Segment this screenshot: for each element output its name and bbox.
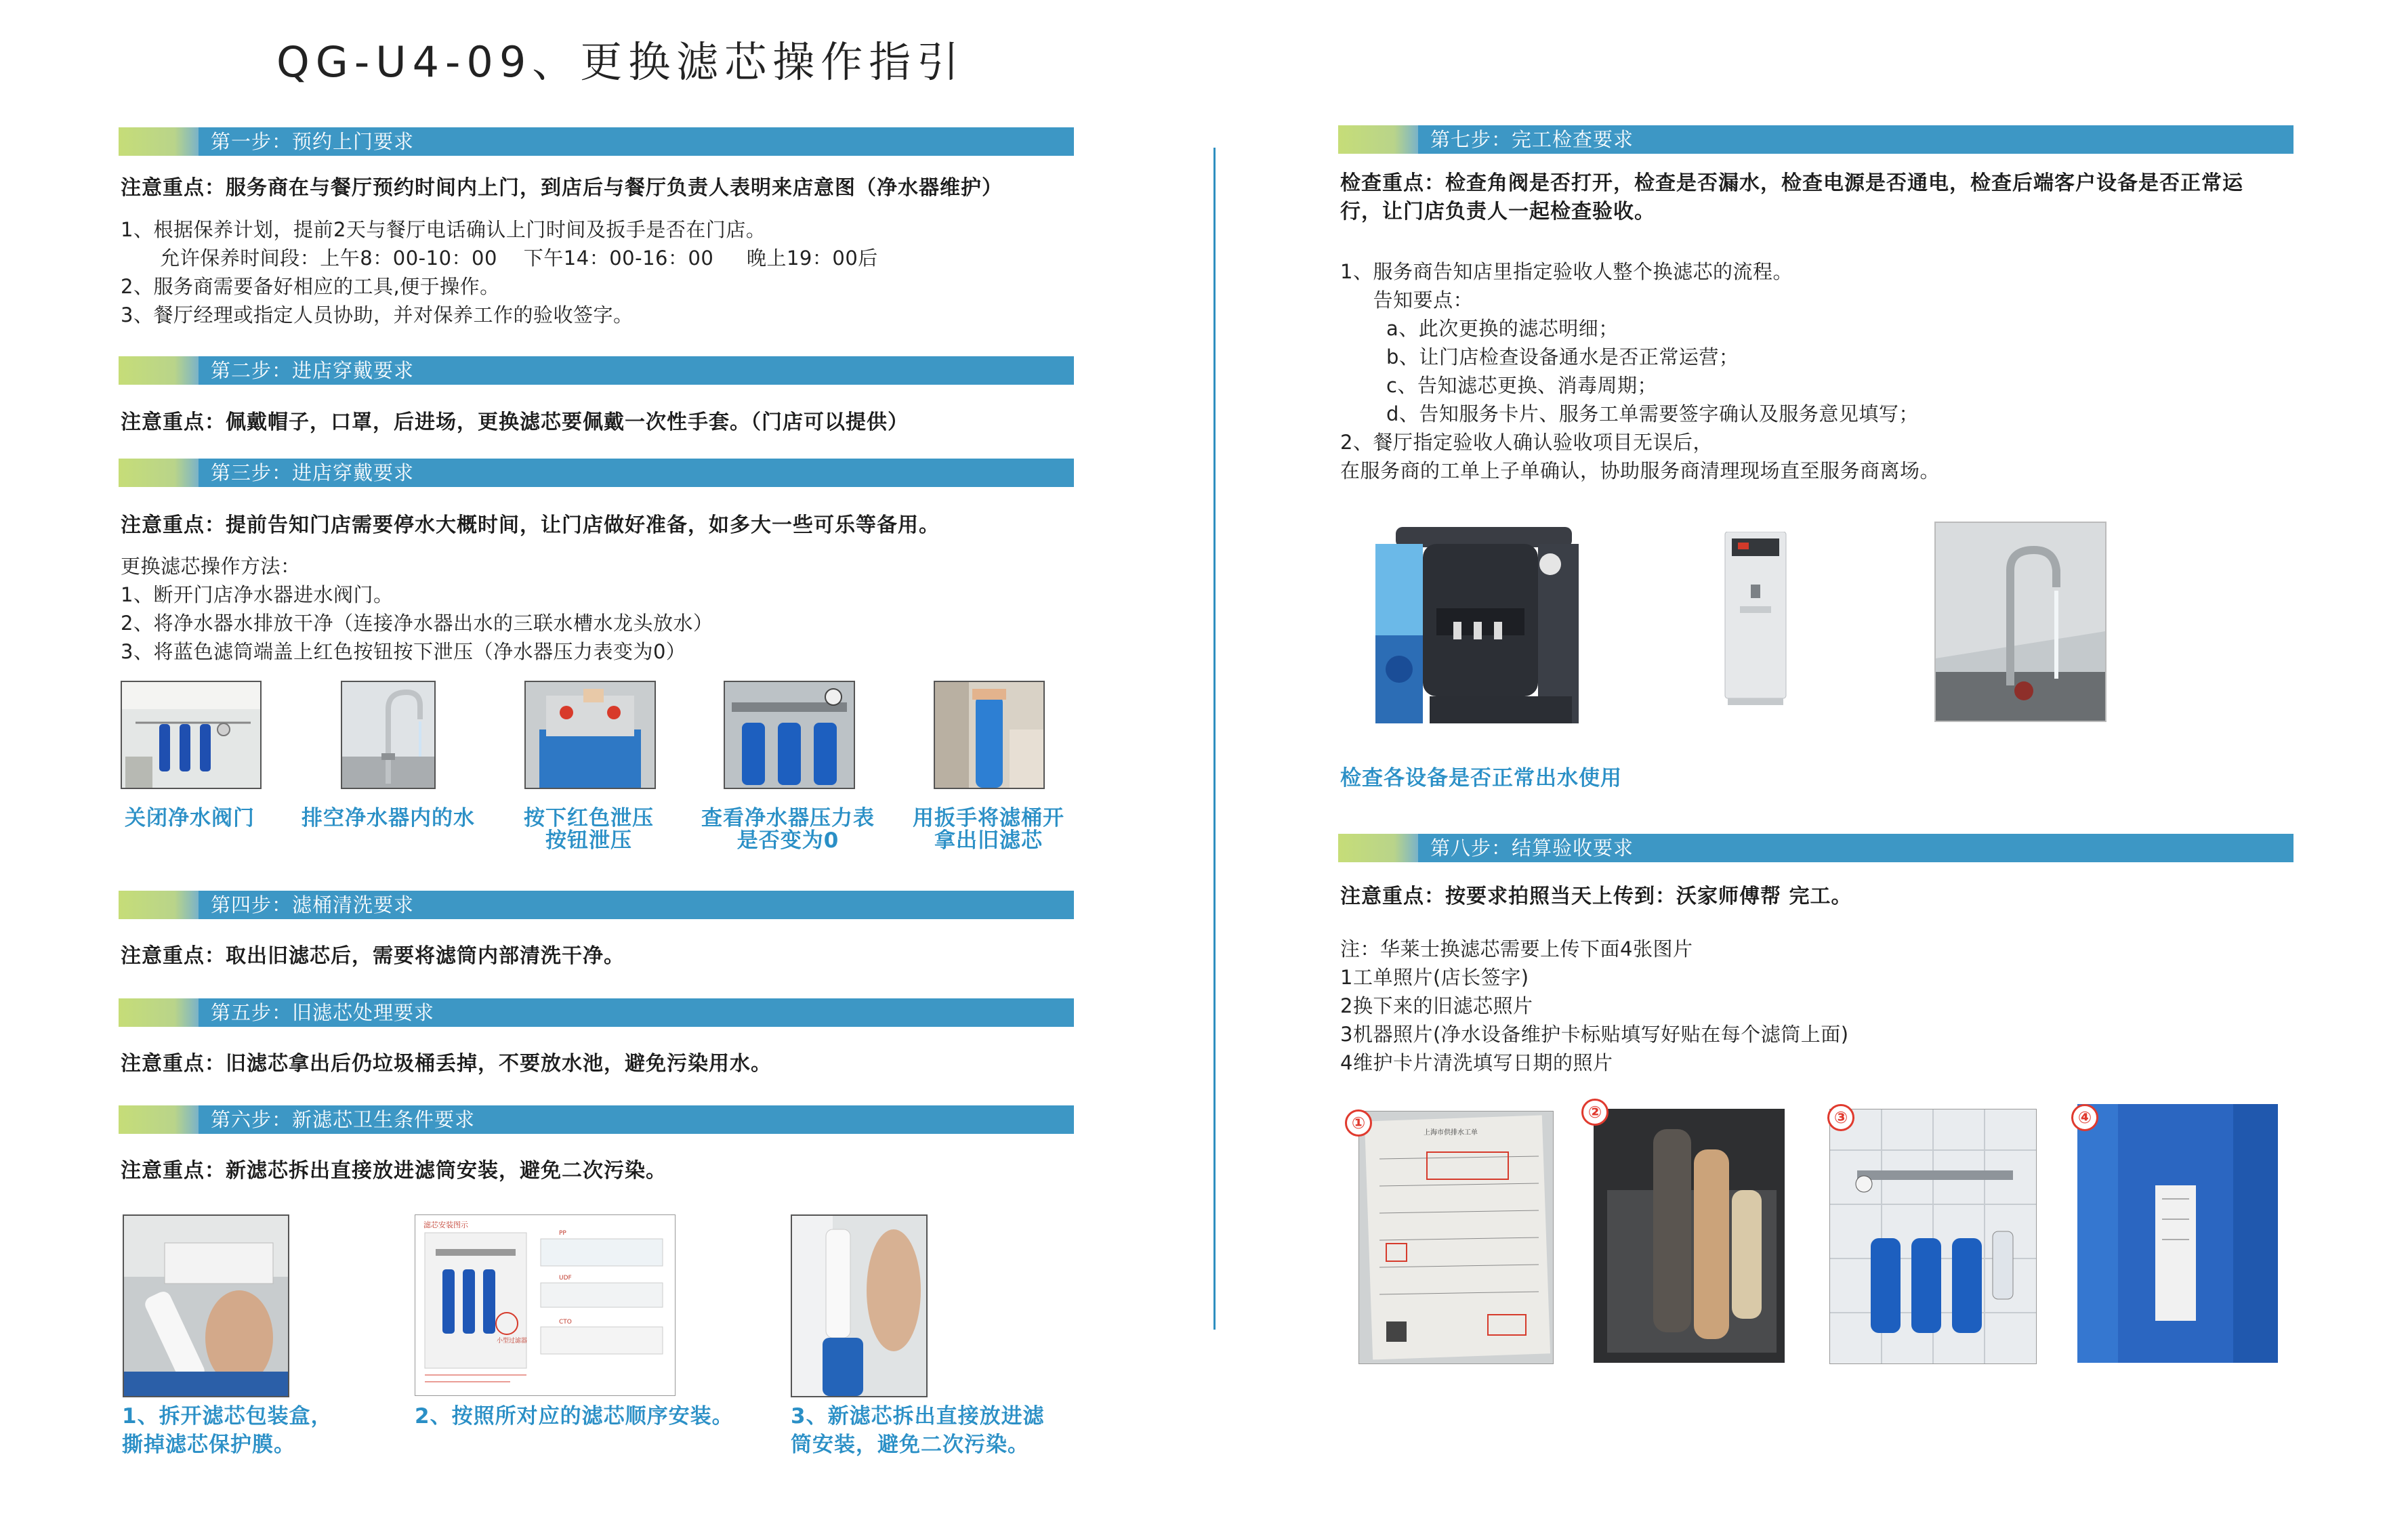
step1-line: 3、餐厅经理或指定人员协助，并对保养工作的验收签字。 [121,303,634,326]
install-diagram [415,1215,675,1395]
step4-title: 第四步：滤桶清洗要求 [199,891,1074,919]
caption-unwrap-filter: 1、拆开滤芯包装盒， 撕掉滤芯保护膜。 [122,1404,333,1457]
faucet-image [1936,523,2105,721]
badge-2: ② [1581,1099,1608,1126]
photo-pressure-gauge [724,681,855,789]
step-bar-accent [119,891,199,919]
step-bar-accent [1338,125,1418,154]
step8-title: 第八步：结算验收要求 [1418,834,2293,862]
inset-label-small-filter: 小型过滤器 [497,1338,528,1345]
step7-line: 告知要点： [1340,289,1474,312]
step7-line: 在服务商的工单上子单确认，协助服务商清理现场直至服务商离场。 [1340,459,1940,482]
column-divider [1213,148,1216,1330]
step1-list [121,215,878,329]
step5-title: 第五步：旧滤芯处理要求 [199,998,1074,1027]
photo-wrench-open-image [935,682,1043,788]
step2-note: 注意重点：佩戴帽子，口罩，后进场，更换滤芯要佩戴一次性手套。（门店可以提供） [121,410,909,434]
step8-line: 注：华莱士换滤芯需要上传下面4张图片 [1340,937,1693,960]
photo-close-valve [121,681,262,789]
step7-header [1338,125,2293,154]
machine-image [1830,1109,2036,1363]
step8-line: 2换下来的旧滤芯照片 [1340,994,1533,1017]
step5-header [119,998,1074,1027]
step5-note: 注意重点：旧滤芯拿出后仍垃圾桶丢掉，不要放水池，避免污染用水。 [121,1052,772,1076]
soda-dispenser-image [1375,527,1591,732]
work-order-image [1359,1112,1553,1363]
step8-line: 1工单照片(店长签字) [1340,966,1529,989]
step3-line: 1、断开门店净水器进水阀门。 [121,583,394,606]
caption-drain-water: 排空净水器内的水 [302,806,475,830]
caption-close-valve: 关闭净水阀门 [125,806,255,830]
step7-note [1340,169,2243,226]
step4-note: 注意重点：取出旧滤芯后，需要将滤筒内部清洗干净。 [121,944,625,968]
step3-line: 2、将净水器水排放干净（连接净水器出水的三联水槽水龙头放水） [121,612,713,635]
work-order-title: 上海市供排水工单 [1424,1129,1478,1137]
step7-line: 1、服务商告知店里指定验收人整个换滤芯的流程。 [1340,260,1793,283]
step8-line: 3机器照片(净水设备维护卡标贴填写好贴在每个滤筒上面) [1340,1023,1849,1046]
step7-title: 第七步：完工检查要求 [1418,125,2293,154]
step3-title: 第三步：进店穿戴要求 [199,459,1074,487]
badge-1: ① [1345,1109,1372,1137]
step-bar-accent [119,127,199,156]
caption-pressure-gauge: 查看净水器压力表 是否变为0 [701,806,875,853]
photo-unwrap-filter-image [124,1216,288,1396]
inset-label-cto: CTO [559,1319,572,1326]
step1-line: 1、根据保养计划，提前2天与餐厅电话确认上门时间及扳手是否在门店。 [121,218,766,241]
step1-note: 注意重点：服务商在与餐厅预约时间内上门，到店后与餐厅负责人表明来店意图（净水器维护） [121,176,1003,200]
step7-line: a、此次更换的滤芯明细； [1340,317,1619,340]
caption-insert-new-filter: 3、新滤芯拆出直接放进滤 筒安装，避免二次污染。 [791,1404,1045,1457]
photo-wrench-open [934,681,1045,789]
photo-pressure-gauge-image [725,682,854,788]
photo-machine [1829,1109,2037,1364]
caption-install-order: 2、按照所对应的滤芯顺序安装。 [415,1404,734,1428]
step2-header [119,356,1074,385]
photo-drain-water-image [342,682,434,788]
old-filters-image [1594,1109,1785,1363]
photo-press-relief-image [526,682,655,788]
step3-header [119,459,1074,487]
step6-note: 注意重点：新滤芯拆出直接放进滤筒安装，避免二次污染。 [121,1159,667,1183]
maintenance-card-image [2077,1104,2278,1363]
step6-title: 第六步：新滤芯卫生条件要求 [199,1105,1074,1134]
step8-list [1340,935,1849,1077]
photo-faucet [1934,522,2106,722]
step7-list [1340,257,1940,485]
water-boiler-image [1721,532,1790,705]
page-title: QG-U4-09、更换滤芯操作指引 [276,37,966,87]
step-bar-accent [119,1105,199,1134]
step7-note-line: 行，让门店负责人一起检查验收。 [1340,200,1655,224]
step7-line: d、告知服务卡片、服务工单需要签字确认及服务意见填写； [1340,402,1919,425]
caption-press-relief: 按下红色泄压 按钮泄压 [524,806,654,853]
step7-caption: 检查各设备是否正常出水使用 [1340,766,1622,790]
photo-install-order [415,1214,676,1396]
step3-list [121,552,713,666]
badge-3: ③ [1827,1104,1854,1131]
step1-header [119,127,1074,156]
photo-press-relief [524,681,656,789]
step3-line: 更换滤芯操作方法： [121,555,301,578]
step-bar-accent [119,459,199,487]
badge-4: ④ [2071,1104,2098,1131]
photo-soda-dispenser [1375,527,1591,732]
step7-line: c、告知滤芯更换、消毒周期； [1340,374,1657,397]
step7-line: b、让门店检查设备通水是否正常运营； [1340,345,1739,368]
step3-line: 3、将蓝色滤筒端盖上红色按钮按下泄压（净水器压力表变为0） [121,640,686,663]
photo-insert-new-filter-image [792,1216,926,1396]
photo-water-boiler [1721,532,1790,705]
inset-label-pp: PP [559,1230,566,1237]
inset-label-udf: UDF [559,1275,572,1282]
step8-header [1338,834,2293,862]
photo-insert-new-filter [791,1214,928,1397]
photo-unwrap-filter [123,1214,289,1397]
step7-note-line: 检查重点：检查角阀是否打开，检查是否漏水，检查电源是否通电，检查后端客户设备是否正常运 [1340,171,2243,195]
step-bar-accent [119,356,199,385]
photo-drain-water [341,681,436,789]
step3-note: 注意重点：提前告知门店需要停水大概时间，让门店做好准备，如多大一些可乐等备用。 [121,513,940,537]
photo-work-order [1358,1111,1554,1364]
step8-line: 4维护卡片清洗填写日期的照片 [1340,1051,1613,1074]
caption-wrench-open: 用扳手将滤桶开 拿出旧滤芯 [913,806,1064,853]
step1-line: 允许保养时间段：上午8：00-10：00 下午14：00-16：00 晚上19：00后 [121,247,878,270]
step2-title: 第二步：进店穿戴要求 [199,356,1074,385]
photo-maintenance-card [2077,1104,2278,1363]
photo-old-filters [1594,1109,1785,1363]
step-bar-accent [1338,834,1418,862]
inset-title: 滤芯安装图示 [423,1221,468,1229]
step4-header [119,891,1074,919]
step1-title: 第一步：预约上门要求 [199,127,1074,156]
step8-note: 注意重点：按要求拍照当天上传到：沃家师傅帮 完工。 [1340,885,1852,908]
step7-line: 2、餐厅指定验收人确认验收项目无误后， [1340,431,1713,454]
step1-line: 2、服务商需要备好相应的工具,便于操作。 [121,275,500,298]
step6-header [119,1105,1074,1134]
photo-close-valve-image [122,682,260,788]
step-bar-accent [119,998,199,1027]
